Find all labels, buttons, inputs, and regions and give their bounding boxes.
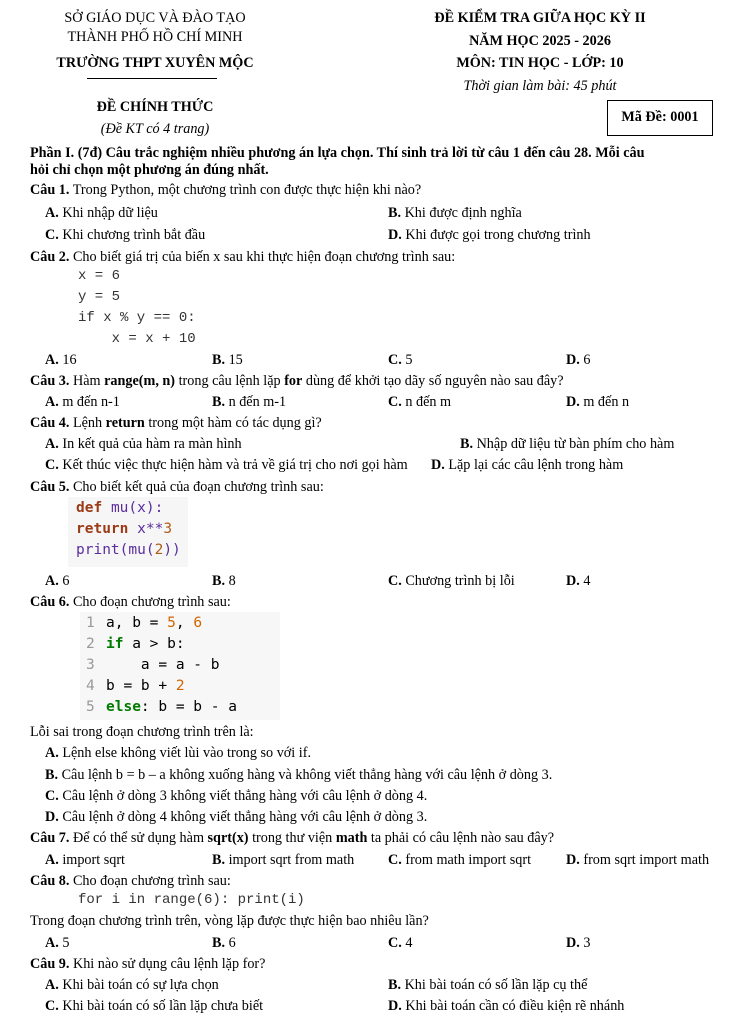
q8-intro: Trong đoạn chương trình trên, vòng lặp được thực hiện bao nhiêu lần? xyxy=(30,913,429,929)
school-year: NĂM HỌC 2025 - 2026 xyxy=(469,33,611,49)
question-1: Câu 1. Trong Python, một chương trình con được thực hiện khi nào? xyxy=(30,182,422,198)
q5-option-b[interactable]: B. 8 xyxy=(212,573,236,589)
school-name: TRƯỜNG THPT XUYÊN MỘC xyxy=(56,55,254,71)
question-8: Câu 8. Cho đoạn chương trình sau: xyxy=(30,873,231,889)
q9-option-b[interactable]: B. Khi bài toán có số lần lặp cụ thể xyxy=(388,977,588,993)
q3-option-d[interactable]: D. m đến n xyxy=(566,394,630,410)
question-5: Câu 5. Cho biết kết quả của đoạn chương trình sau: xyxy=(30,479,324,495)
q6-option-d[interactable]: D. Câu lệnh ở dòng 4 không viết thẳng hàng với câu lệnh ở dòng 3. xyxy=(45,809,428,825)
q2-code-line-3: if x % y == 0: xyxy=(78,310,196,326)
q2-option-b[interactable]: B. 15 xyxy=(212,352,243,368)
q6-code-line-4: 4 b = b + 2 xyxy=(86,678,185,694)
q3-option-a[interactable]: A. m đến n-1 xyxy=(45,394,120,410)
q8-option-a[interactable]: A. 5 xyxy=(45,935,70,951)
question-2: Câu 2. Cho biết giá trị của biến x sau khi thực hiện đoạn chương trình sau: xyxy=(30,249,456,265)
q9-option-d[interactable]: D. Khi bài toán cần có điều kiện rẽ nhánh xyxy=(388,998,625,1014)
exam-title: ĐỀ KIỂM TRA GIỮA HỌC KỲ II xyxy=(434,10,646,26)
question-6: Câu 6. Cho đoạn chương trình sau: xyxy=(30,594,231,610)
q2-code-line-4: x = x + 10 xyxy=(78,331,196,347)
question-9: Câu 9. Khi nào sử dụng câu lệnh lặp for? xyxy=(30,956,266,972)
q6-intro: Lỗi sai trong đoạn chương trình trên là: xyxy=(30,724,254,740)
q4-option-a[interactable]: A. In kết quả của hàm ra màn hình xyxy=(45,436,242,452)
q7-option-c[interactable]: C. from math import sqrt xyxy=(388,852,532,868)
q6-option-a[interactable]: A. Lệnh else không viết lùi vào trong so với if. xyxy=(45,745,311,761)
q4-option-b[interactable]: B. Nhập dữ liệu từ bàn phím cho hàm xyxy=(460,436,675,452)
q1-option-a[interactable]: A. Khi nhập dữ liệu xyxy=(45,205,158,221)
q9-option-c[interactable]: C. Khi bài toán có số lần lặp chưa biết xyxy=(45,998,264,1014)
part1-title: Phần I. (7đ) Câu trắc nghiệm nhiều phương án lựa chọn. Thí sinh trả lời từ câu 1 đến câu 28. Mỗi câu xyxy=(30,145,645,161)
q1-option-c[interactable]: C. Khi chương trình bắt đầu xyxy=(45,227,206,243)
school-dept: SỞ GIÁO DỤC VÀ ĐÀO TẠO xyxy=(64,10,246,26)
q8-option-d[interactable]: D. 3 xyxy=(566,935,591,951)
q6-code-line-2: 2 if a > b: xyxy=(86,636,185,652)
q7-option-a[interactable]: A. import sqrt xyxy=(45,852,126,868)
q5-code-line-1: def mu(x): xyxy=(76,500,164,516)
part1-title-cont: hỏi chỉ chọn một phương án đúng nhất. xyxy=(30,162,269,178)
q5-code-line-2: return x**3 xyxy=(76,521,173,537)
school-city: THÀNH PHỐ HỒ CHÍ MINH xyxy=(67,29,243,45)
q2-option-c[interactable]: C. 5 xyxy=(388,352,413,368)
q1-option-b[interactable]: B. Khi được định nghĩa xyxy=(388,205,522,221)
q4-option-c[interactable]: C. Kết thúc việc thực hiện hàm và trả về giá trị cho nơi gọi hàm xyxy=(45,457,408,473)
q5-code-line-3: print(mu(2)) xyxy=(76,542,181,558)
q6-code-block xyxy=(80,612,280,720)
q6-option-c[interactable]: C. Câu lệnh ở dòng 3 không viết thẳng hàng với câu lệnh ở dòng 4. xyxy=(45,788,428,804)
exam-code-box xyxy=(607,100,713,136)
q5-option-a[interactable]: A. 6 xyxy=(45,573,70,589)
q5-option-d[interactable]: D. 4 xyxy=(566,573,591,589)
official-label: ĐỀ CHÍNH THỨC xyxy=(96,99,214,115)
q2-code-line-2: y = 5 xyxy=(78,289,121,305)
q2-code-line-1: x = 6 xyxy=(78,268,121,284)
q2-option-d[interactable]: D. 6 xyxy=(566,352,591,368)
exam-code: Mã Đề: 0001 xyxy=(621,109,699,125)
question-4: Câu 4. Lệnh return trong một hàm có tác dụng gì? xyxy=(30,415,322,431)
q6-option-b[interactable]: B. Câu lệnh b = b – a không xuống hàng và không viết thẳng hàng với câu lệnh ở dòng 3. xyxy=(45,767,553,783)
page-count: (Đề KT có 4 trang) xyxy=(100,121,210,137)
q3-option-b[interactable]: B. n đến m-1 xyxy=(212,394,287,410)
question-7: Câu 7. Để có thể sử dụng hàm sqrt(x) trong thư viện math ta phải có câu lệnh nào sau đây? xyxy=(30,830,555,846)
q2-option-a[interactable]: A. 16 xyxy=(45,352,77,368)
q8-code: for i in range(6): print(i) xyxy=(78,892,305,908)
q6-code-line-5: 5 else: b = b - a xyxy=(86,699,237,715)
q6-code-line-1: 1 a, b = 5, 6 xyxy=(86,615,203,631)
q5-code-block xyxy=(68,497,188,567)
duration: Thời gian làm bài: 45 phút xyxy=(463,78,617,94)
q8-option-c[interactable]: C. 4 xyxy=(388,935,413,951)
q4-option-d[interactable]: D. Lặp lại các câu lệnh trong hàm xyxy=(431,457,624,473)
q5-option-c[interactable]: C. Chương trình bị lỗi xyxy=(388,573,515,589)
q6-code-line-3: 3 a = a - b xyxy=(86,657,220,673)
q7-option-d[interactable]: D. from sqrt import math xyxy=(566,852,710,868)
q3-option-c[interactable]: C. n đến m xyxy=(388,394,452,410)
q8-option-b[interactable]: B. 6 xyxy=(212,935,236,951)
q9-option-a[interactable]: A. Khi bài toán có sự lựa chọn xyxy=(45,977,219,993)
q1-option-d[interactable]: D. Khi được gọi trong chương trình xyxy=(388,227,591,243)
header-divider xyxy=(87,78,217,79)
subject: MÔN: TIN HỌC - LỚP: 10 xyxy=(456,55,624,71)
question-3: Câu 3. Hàm range(m, n) trong câu lệnh lặp for dùng để khởi tạo dãy số nguyên nào sau đây? xyxy=(30,373,564,389)
q7-option-b[interactable]: B. import sqrt from math xyxy=(212,852,355,868)
